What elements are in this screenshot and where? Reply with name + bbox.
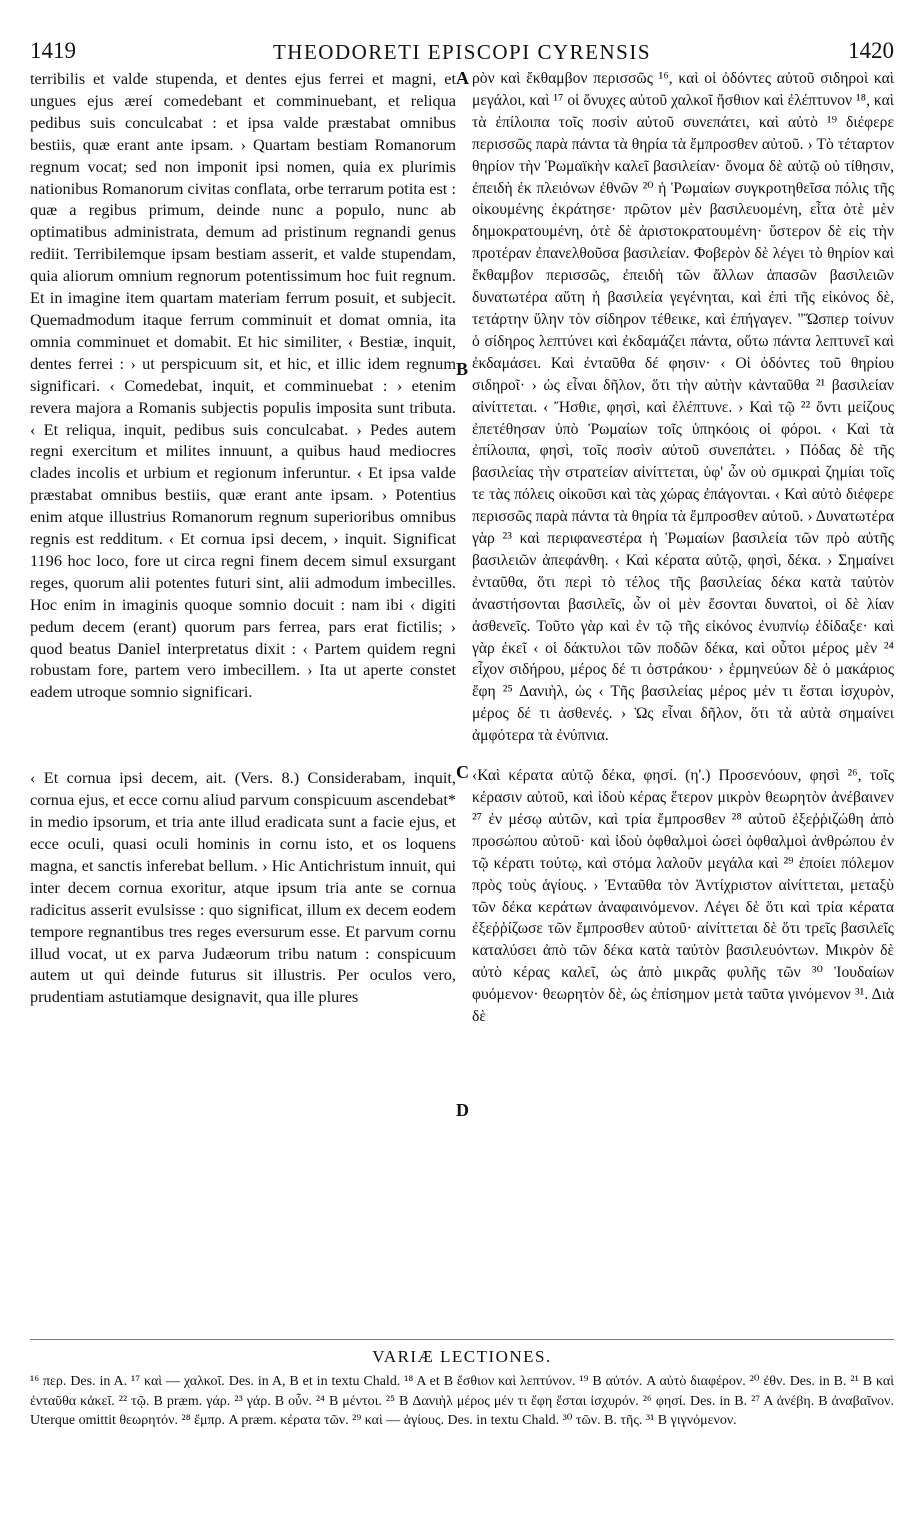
- latin-paragraph-1: terribilis et valde stupenda, et dentes ejus ferrei et magni, et ungues ejus æreí comedebant et comminuebant, et reliqua pedibus suis conculcabat : et ipsa valde præstabat omnibus bestiis, quæ erant ante ipsam. › Quartam bestiam Romanorum regnum vocat; sed non imponit ipsi nomen, quia ex plurimis nationibus Romanorum civitas conflata, orbe terrarum potita est : quæ a regibus primum, deinde nunc a populo, nunc ab optimatibus administrata, demum ad pristinum regnandi genus rediit. Terribilemque ipsam bestiam asserit, et valde stupendam, quia aliorum omnium regnorum potentissimum hoc fuit regnum. Et in imagine item quartam materiam ferrum posuit, et subjecit. Quemadmodum itaque ferrum comminuit et domat omnia, ita omnia comminuet et domabit. Et hic similiter, ‹ Bestiæ, inquit, dentes ferrei : › ut perspicuum sit, et hic, et illic idem regnum significari. ‹ Comedebat, inquit, et comminuebat : › etenim revera majora a Romanis subjectis populis imposita sunt tributa. ‹ Et reliqua, inquit, pedibus suis conculcabat. › Pedes autem regni exercitum et milites innuunt, a quibus haud mediocres clades incolis et urbium et regionum inferuntur. ‹ Et ipsa valde præstabat omnibus bestiis, quæ erant ante ipsam. › Potentius enim atque illustrius Romanorum regnum superioribus omnibus regnis est redditum. ‹ Et cornua ipsi decem, › inquit. Significat 1196 hoc loco, fore ut circa regni finem decem simul exsurgant reges, quorum alii potentes futuri sint, alii admodum imbecilles. Hoc enim in imaginis quoque somnio docuit : nam ibi ‹ digiti pedum decem (erant) quorum pars ferrea, pars erat fictilis; › quod beatus Daniel interpretatus dixit : ‹ Partem quidem regni robustam fore, partem vero imbecillem. › Ita ut aperte constet eadem utroque somnio significari.: [30, 69, 456, 702]
- greek-paragraph-1: ρὸν καὶ ἔκθαμβον περισσῶς ¹⁶, καὶ οἱ ὀδόντες αὐτοῦ σιδηροὶ καὶ μεγάλοι, καὶ ¹⁷ οἱ ὄνυχες αὐτοῦ χαλκοῖ ἤσθιον καὶ ἐλέπτυνον ¹⁸, καὶ τὰ ἐπίλοιπα τοῖς ποσὶν αὐτοῦ συνεπάτει, καὶ αὐτὸ ¹⁹ διέφερε περισσῶς παρὰ πάντα τὰ θηρία τὰ ἔμπροσθεν αὐτοῦ. › Τὸ τέταρτον θηρίον τὴν Ῥωμαϊκὴν καλεῖ βασιλείαν· ὄνομα δὲ αὐτῷ οὐ τίθησιν, ἐπειδὴ ἐκ πλειόνων ἐθνῶν ²⁰ ἡ Ῥωμαίων συγκροτηθεῖσα πόλις τῆς οἰκουμένης ἐκράτησε· πρῶτον μὲν βασιλευομένη, εἶτα ὁτὲ μὲν δημοκρατουμένη, ὁτὲ δὲ ἀριστοκρατουμένη· ὕστερον δὲ εἰς τὴν προτέραν ἐπανελθοῦσα βασιλείαν. Φοβερὸν δὲ λέγει τὸ θηρίον καὶ ἔκθαμβον περισσῶς, ἐπειδὴ τῶν ἄλλων ἁπασῶν βασιλειῶν δυνατωτέρα αὕτη ἡ βασιλεία γεγένηται, καὶ ἐπὶ τῆς εἰκόνος δὲ, τετάρτην ὕλην τὸν σίδηρον τέθεικε, καὶ ἐπήγαγεν. "Ὥσπερ τοίνυν ὁ σίδηρος λεπτύνει καὶ ἐκδαμάζει πάντα, οὕτω πάντα λεπτυνεῖ καὶ ἐκδαμάσει. Καὶ ἐνταῦθα δέ φησιν· ‹ Οἱ ὀδόντες τοῦ θηρίου σιδηροῖ· › ὡς εἶναι δῆλον, ὅτι τὴν αὐτὴν κἀνταῦθα ²¹ βασιλείαν αἰνίττεται. ‹ Ἤσθιε, φησὶ, καὶ ἐλέπτυνε. › Καὶ τῷ ²² ὄντι μείζους ἐπετέθησαν ὑπὸ Ῥωμαίων τοῖς ὑπηκόοις οἱ φόροι. ‹ Καὶ τὰ ἐπίλοιπα, φησὶ, τοῖς ποσὶν αὐτοῦ συνεπάτει. › Πόδας δὲ τῆς βασιλείας τὴν στρατείαν αἰνίττεται, ὑφ' ὧν οὐ σμικραὶ ζημίαι τοῖς τε τὰς πόλεις οἰκοῦσι καὶ τὰς χώρας ἐπάγονται. ‹ Καὶ αὐτὸ διέφερε περισσῶς παρὰ πάντα τὰ θηρία τὰ ἔμπροσθεν αὐτοῦ. › Δυνατωτέρα γὰρ ²³ καὶ περιφανεστέρα ἡ Ῥωμαίων βασιλεία τῶν πρὸ αὐτῆς βασιλειῶν ἀπεφάνθη. ‹ Καὶ κέρατα αὐτῷ, φησὶ, δέκα. › Σημαίνει ἐνταῦθα, ὅτι περὶ τὸ τέλος τῆς βασιλείας δέκα κατὰ ταὐτὸν ἀναστήσονται βασιλεῖς, ὧν οἱ μὲν ἔσονται δυνατοὶ, οἱ δὲ λίαν ἀσθενεῖς. Τοῦτο γὰρ καὶ ἐν τῷ τῆς εἰκόνος ἐνυπνίῳ ἐδίδαξε· καὶ γὰρ ἐκεῖ ‹ οἱ δάκτυλοι τῶν ποδῶν δέκα, καὶ οὗτοι μέρος μὲν ²⁴ εἶχον σιδήρου, μέρος δέ τι ὀστράκου· › ἑρμηνεύων δὲ ὁ μακάριος ἔφη ²⁵ Δανιὴλ, ὡς ‹ Τῆς βασιλείας μέρος μέν τι ἔσται ἰσχυρὸν, μέρος δέ τι ἀσθενές. › Ὡς εἶναι δῆλον, ὅτι τὰ αὐτὰ σημαίνει ἀμφότερα τὰ ἐνύπνια.: [472, 70, 894, 745]
- margin-letter-a: A: [456, 68, 469, 88]
- variae-lectiones: [30, 1372, 894, 1431]
- variae-lectiones-text: ¹⁶ περ. Des. in A. ¹⁷ καὶ — χαλκοῖ. Des. in A, B et in textu Chald. ¹⁸ A et B ἔσθιον καὶ λεπτύνον. ¹⁹ B αὐτόν. A αὐτὸ διαφέρον. ²⁰ ἐθν. Des. in B. ²¹ B καὶ ἐνταῦθα κἀκεῖ. ²² τῷ. B præm. γάρ. ²³ γάρ. B οὖν. ²⁴ B μέντοι. ²⁵ B Δανιὴλ μέρος μέν τι ἔφη ἔσται ἰσχυρόν. ²⁶ φησί. Des. in B. ²⁷ A ἀνέβη. B ἀναβαῖνον. Uterque omittit θεωρητόν. ²⁸ ἔμπρ. A præm. κέρατα τῶν. ²⁹ καὶ — ἁγίους. Des. in textu Chald. ³⁰ τῶν. B. τῆς. ³¹ B γιγνόμενον.: [30, 1374, 894, 1428]
- margin-letter-b: B: [456, 359, 469, 379]
- variae-lectiones-title: VARIÆ LECTIONES.: [372, 1347, 552, 1366]
- greek-paragraph-2: ‹Καὶ κέρατα αὐτῷ δέκα, φησί. (η'.) Προσενόουν, φησὶ ²⁶, τοῖς κέρασιν αὐτοῦ, καὶ ἰδοὺ κέρας ἕτερον μικρὸν θεωρητὸν ἀνέβαινεν ²⁷ ἐν μέσῳ αὐτῶν, καὶ τρία ἔμπροσθεν ²⁸ αὐτοῦ ἐξεῤῥιζώθη ἀπὸ προσώπου αὐτοῦ· καὶ ἰδοὺ ὀφθαλμοὶ ὡσεὶ ὀφθαλμοὶ ἀνθρώπου ἐν τῷ κέρατι τούτῳ, καὶ στόμα λαλοῦν μεγάλα καὶ ²⁹ ἐποίει πόλεμον πρὸς τοὺς ἁγίους. › Ἐνταῦθα τὸν Ἀντίχριστον αἰνίττεται, μεταξὺ τῶν δέκα κεράτων ἀναφαινόμενον. Λέγει δὲ ὅτι καὶ τρία κέρατα ἐξεῤῥίζωσε τῶν ἔμπροσθεν αὐτοῦ· αἰνίττεται δὲ ὅτι τρεῖς βασιλεῖς καταλύσει ἀπὸ τῶν δέκα κατὰ ταὐτὸν βασιλευόντων. Μικρὸν δὲ αὐτὸ κέρας καλεῖ, ὡς ἀπὸ μικρᾶς φυλῆς τῶν ³⁰ Ἰουδαίων φυόμενον· θεωρητὸν δὲ, ὡς ἐπίσημον μετὰ ταῦτα γινόμενον ³¹. Διὰ δὲ: [472, 767, 894, 1026]
- footnote-rule: [30, 1339, 894, 1340]
- greek-column: [472, 68, 894, 1028]
- page-number-right: 1420: [848, 38, 894, 63]
- latin-column: [30, 68, 456, 1008]
- margin-letter-c: C: [456, 762, 469, 782]
- page-number-left: 1419: [30, 38, 76, 63]
- paragraph-gap: [30, 703, 456, 767]
- page-header: [30, 38, 894, 68]
- margin-letter-d: D: [456, 1100, 469, 1120]
- running-title: THEODORETI EPISCOPI CYRENSIS: [272, 40, 652, 64]
- latin-paragraph-2: ‹ Et cornua ipsi decem, ait. (Vers. 8.) Considerabam, inquit, cornua ejus, et ecce cornu aliud parvum conspicuum ascendebat* in medio ipsorum, et tria ante illud eradicata sunt a facie ejus, et ecce oculi, quasi oculi hominis in cornu isto, et os loquens magna, et sanctis inferebat bellum. › Hic Antichristum innuit, qui inter decem cornua exoritur, atque ipsum tria ante se cornua radicitus asserit evulsisse : quo significat, illum ex decem eodem tempore regnantibus tres reges eversurum esse. Et parvum cornu illud vocat, ut ex parva Judæorum tribu natum : conspicuum autem ut qui deinde futurus sit illustris. Per oculos vero, prudentiam astutiamque designavit, qua ille plures: [30, 768, 456, 1007]
- paragraph-gap: [472, 747, 894, 765]
